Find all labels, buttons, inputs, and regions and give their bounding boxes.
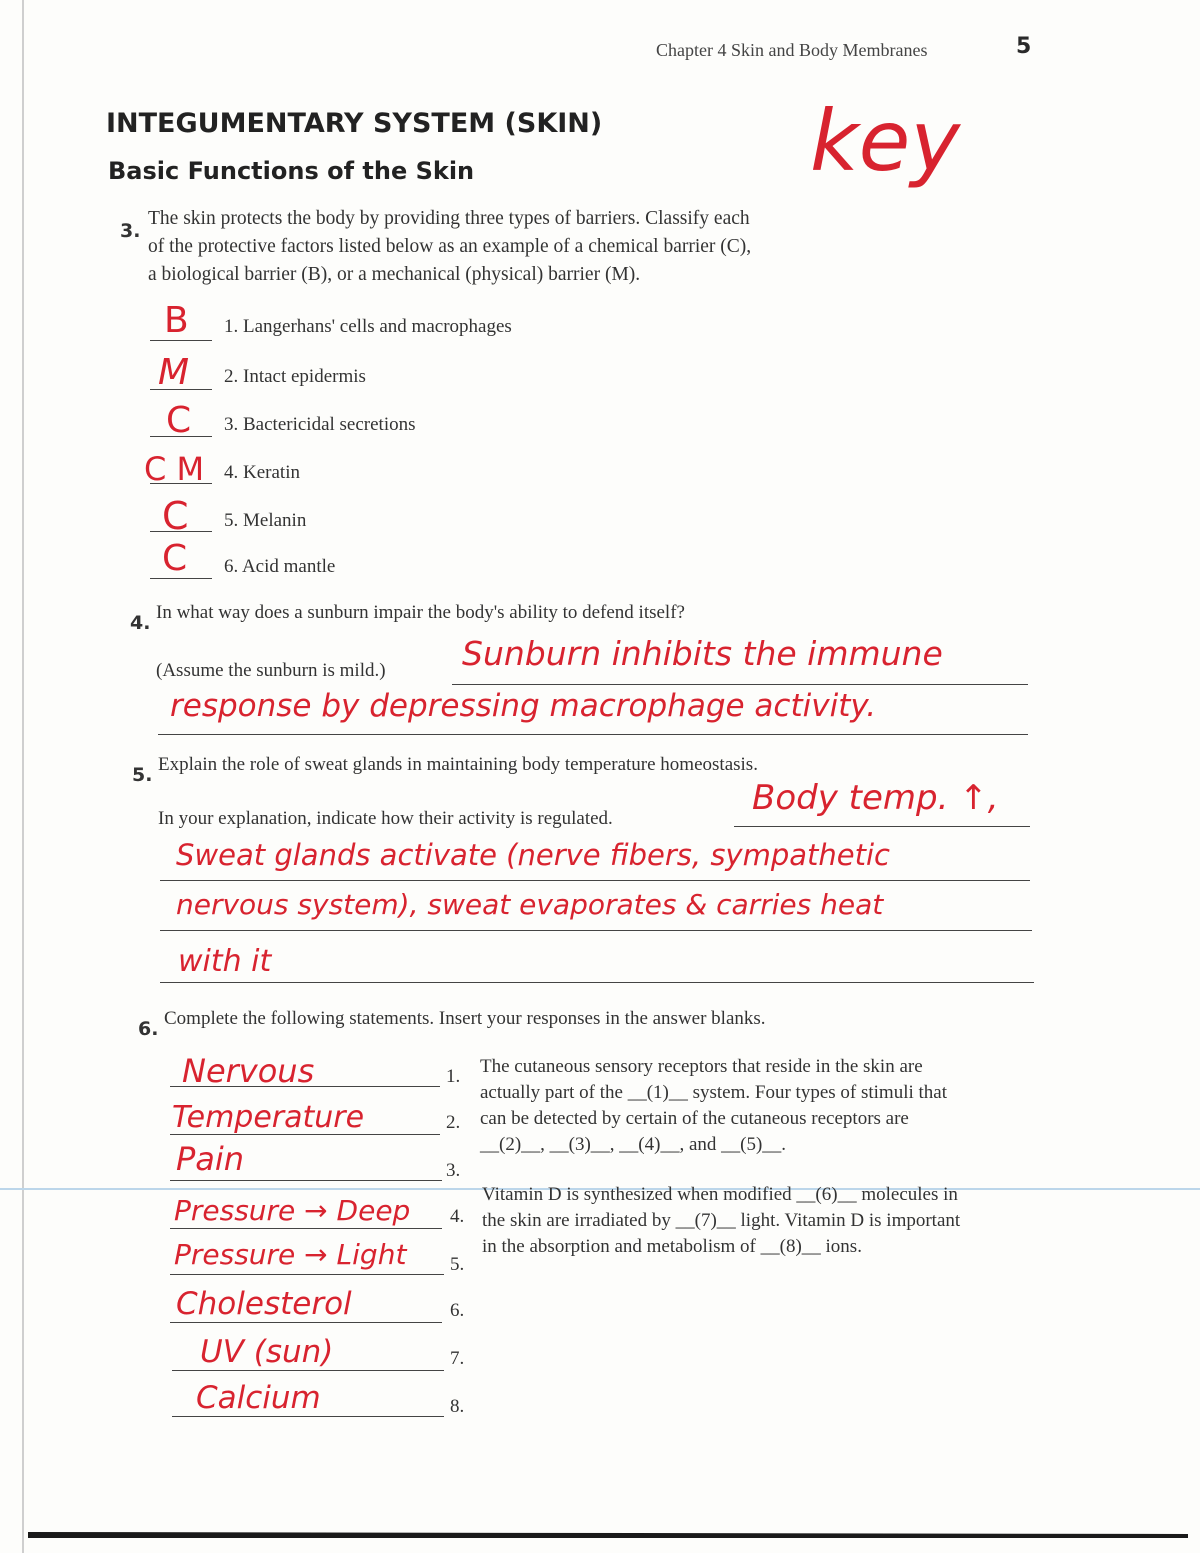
q6-answer-number: 7. <box>450 1348 465 1369</box>
answer-blank <box>170 1180 442 1181</box>
q3-answer: B <box>164 300 189 341</box>
q5-question: Explain the role of sweat glands in maintaining body temperature homeostasis. <box>158 754 758 775</box>
answer-blank <box>170 1274 444 1275</box>
q6-instruction: Complete the following statements. Insert your responses in the answer blanks. <box>164 1008 766 1029</box>
q3-item-label: 6. Acid mantle <box>224 556 336 577</box>
q5-number: 5. <box>132 764 153 786</box>
statement-line: actually part of the __(1)__ system. Four types of stimuli that <box>480 1082 948 1103</box>
q4-number: 4. <box>130 612 151 634</box>
q3-item-label: 5. Melanin <box>224 510 307 531</box>
statement-line: can be detected by certain of the cutaneous receptors are <box>480 1108 909 1129</box>
statement-line: __(2)__, __(3)__, __(4)__, and __(5)__. <box>480 1134 787 1155</box>
q4-answer-line: response by depressing macrophage activity. <box>170 688 877 724</box>
scan-edge-bottom <box>28 1528 1188 1538</box>
q6-number: 6. <box>138 1018 159 1040</box>
q6-answer: UV (sun) <box>200 1334 334 1370</box>
q4-answer-line: Sunburn inhibits the immune <box>462 634 943 673</box>
q5-answer-line: with it <box>178 944 272 979</box>
q6-answer: Pressure → Deep <box>174 1194 411 1227</box>
running-head: Chapter 4 Skin and Body Membranes <box>656 40 928 60</box>
scan-edge-left <box>22 0 24 1553</box>
q3-answer: C <box>162 538 188 579</box>
q3-item-label: 3. Bactericidal secretions <box>224 414 416 435</box>
page-number: 5 <box>1016 34 1032 59</box>
answer-blank <box>150 483 212 484</box>
q3-answer: C <box>162 494 189 538</box>
q3-line: of the protective factors listed below as an example of a chemical barrier (C), <box>148 236 752 257</box>
q3-answer: M <box>158 352 190 393</box>
q3-item-label: 1. Langerhans' cells and macrophages <box>224 316 512 337</box>
q3-line: a biological barrier (B), or a mechanical (physical) barrier (M). <box>148 264 641 285</box>
q6-answer-number: 8. <box>450 1396 465 1417</box>
answer-blank <box>170 1134 440 1135</box>
key-annotation: key <box>810 92 961 190</box>
q6-answer-number: 2. <box>446 1112 461 1133</box>
q6-answer-number: 4. <box>450 1206 465 1227</box>
q3-answer: C M <box>144 450 205 488</box>
page-title: INTEGUMENTARY SYSTEM (SKIN) <box>106 108 603 139</box>
answer-blank <box>150 578 212 579</box>
q5-answer-line: nervous system), sweat evaporates & carries heat <box>176 888 884 921</box>
answer-blank <box>150 389 212 390</box>
answer-line <box>158 734 1028 735</box>
q6-answer-number: 3. <box>446 1160 461 1181</box>
q3-item-label: 4. Keratin <box>224 462 300 483</box>
q5-answer-line: Body temp. ↑, <box>752 778 999 818</box>
statement-line: the skin are irradiated by __(7)__ light. Vitamin D is important <box>482 1210 961 1231</box>
q3-number: 3. <box>120 220 141 242</box>
q6-answer: Pressure → Light <box>174 1238 407 1271</box>
q3-item-label: 2. Intact epidermis <box>224 366 366 387</box>
answer-blank <box>170 1322 442 1323</box>
statement-line: Vitamin D is synthesized when modified __(6)__ molecules in <box>482 1184 958 1205</box>
statement-line: The cutaneous sensory receptors that reside in the skin are <box>480 1056 923 1077</box>
answer-line <box>160 930 1032 931</box>
answer-blank <box>170 1086 440 1087</box>
q5-answer-line: Sweat glands activate (nerve fibers, sympathetic <box>176 838 890 872</box>
q4-prompt: (Assume the sunburn is mild.) <box>156 660 386 681</box>
answer-line <box>734 826 1030 827</box>
answer-blank <box>170 1228 442 1229</box>
q6-answer-number: 1. <box>446 1066 461 1087</box>
statement-line: in the absorption and metabolism of __(8)__ ions. <box>482 1236 862 1257</box>
answer-line <box>160 982 1034 983</box>
answer-blank <box>172 1416 444 1417</box>
answer-blank <box>150 531 212 532</box>
section-subtitle: Basic Functions of the Skin <box>108 157 475 185</box>
q6-answer: Temperature <box>172 1100 365 1135</box>
q6-answer: Calcium <box>196 1380 321 1416</box>
q3-answer: C <box>166 400 192 441</box>
q4-question: In what way does a sunburn impair the body's ability to defend itself? <box>156 602 685 623</box>
answer-blank <box>172 1370 444 1371</box>
q5-prompt: In your explanation, indicate how their activity is regulated. <box>158 808 613 829</box>
q6-answer: Pain <box>176 1140 245 1178</box>
q6-answer: Nervous <box>182 1052 315 1090</box>
answer-blank <box>150 436 212 437</box>
q6-answer-number: 5. <box>450 1254 465 1275</box>
q6-answer: Cholesterol <box>176 1286 352 1322</box>
answer-blank <box>150 340 212 341</box>
answer-line <box>452 684 1028 685</box>
answer-line <box>160 880 1030 881</box>
q6-answer-number: 6. <box>450 1300 465 1321</box>
q3-line: The skin protects the body by providing three types of barriers. Classify each <box>148 208 750 229</box>
